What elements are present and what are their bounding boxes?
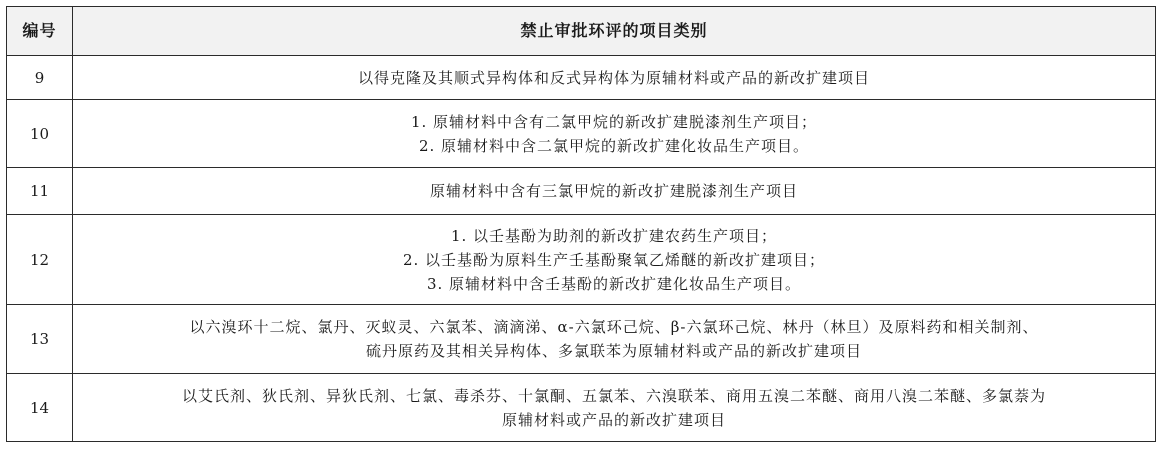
row-content-line: 以艾氏剂、狄氏剂、异狄氏剂、七氯、毒杀芬、十氯酮、五氯苯、六溴联苯、商用五溴二苯醚、商用八溴二苯醚、多氯萘为	[181, 386, 1046, 405]
row-content-line: 2. 以壬基酚为原料生产壬基酚聚氧乙烯醚的新改扩建项目；	[402, 250, 826, 269]
table-header-row	[7, 7, 1156, 56]
row-content-line: 1. 以壬基酚为助剂的新改扩建农药生产项目；	[450, 226, 778, 245]
table-row	[7, 305, 1156, 374]
row-content-line: 3. 原辅材料中含壬基酚的新改扩建化妆品生产项目。	[426, 274, 802, 293]
row-content-line: 原辅材料中含有三氯甲烷的新改扩建脱漆剂生产项目	[429, 182, 798, 200]
row-number: 14	[7, 374, 73, 442]
row-number: 10	[7, 100, 73, 168]
header-category: 禁止审批环评的项目类别	[73, 7, 1156, 56]
table-row	[7, 100, 1156, 168]
table-row	[7, 215, 1156, 305]
prohibited-projects-table	[6, 6, 1156, 442]
row-number: 9	[7, 56, 73, 100]
table-row	[7, 56, 1156, 100]
row-content-line: 原辅材料或产品的新改扩建项目	[501, 410, 726, 429]
row-content-line: 以六溴环十二烷、氯丹、灭蚁灵、六氯苯、滴滴涕、α-六氯环己烷、β-六氯环己烷、林丹（林旦）及原料药和相关制剂、	[189, 318, 1039, 336]
row-content-line: 硫丹原药及其相关异构体、多氯联苯为原辅材料或产品的新改扩建项目	[365, 342, 862, 360]
table-row	[7, 374, 1156, 442]
row-content-line: 1. 原辅材料中含有二氯甲烷的新改扩建脱漆剂生产项目；	[410, 112, 818, 131]
row-content	[73, 305, 1156, 374]
row-content	[73, 56, 1156, 100]
row-number: 11	[7, 168, 73, 215]
table-row	[7, 168, 1156, 215]
row-content-line: 2. 原辅材料中含二氯甲烷的新改扩建化妆品生产项目。	[418, 136, 810, 155]
table-container	[6, 6, 1156, 442]
row-content	[73, 100, 1156, 168]
row-number: 13	[7, 305, 73, 374]
row-content	[73, 168, 1156, 215]
header-number: 编号	[7, 7, 73, 56]
row-content	[73, 374, 1156, 442]
row-content	[73, 215, 1156, 305]
row-number: 12	[7, 215, 73, 305]
row-content-line: 以得克隆及其顺式异构体和反式异构体为原辅材料或产品的新改扩建项目	[357, 68, 870, 87]
